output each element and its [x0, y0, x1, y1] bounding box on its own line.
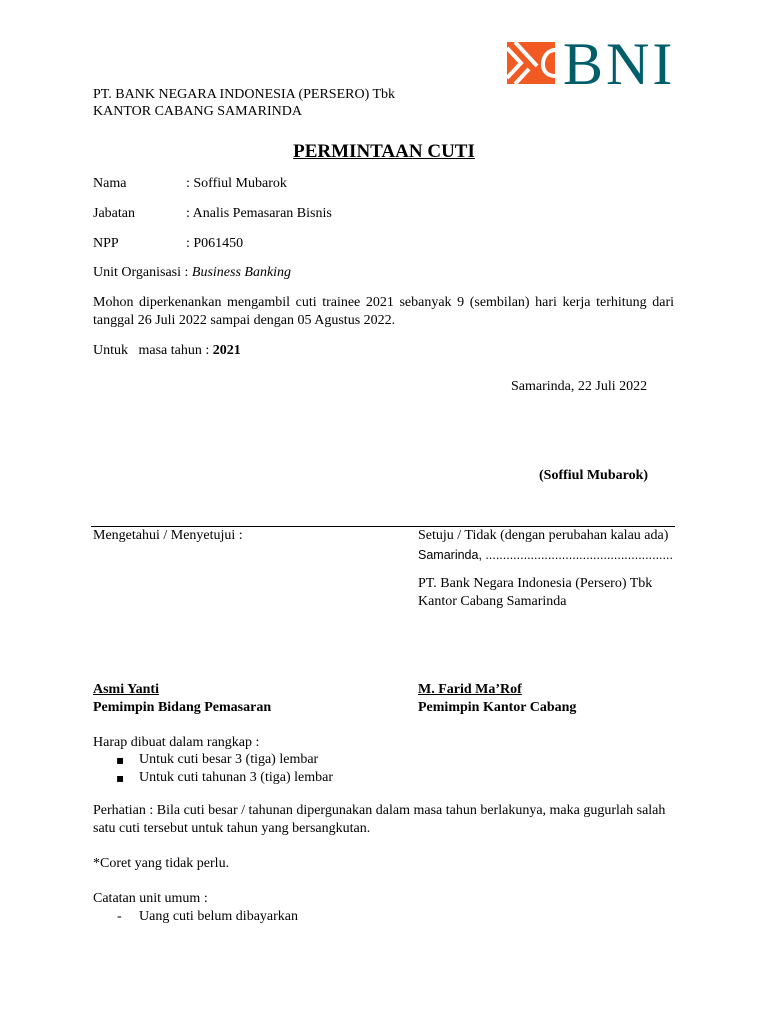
unit-value: Business Banking	[191, 265, 292, 280]
bullet-icon: ▪	[116, 753, 125, 767]
left-signer-position: Pemimpin Bidang Pemasaran	[93, 700, 272, 715]
dash-marker: -	[117, 909, 122, 924]
header-branch: KANTOR CABANG SAMARINDA	[93, 104, 302, 119]
document-title: PERMINTAAN CUTI	[293, 141, 475, 162]
period-year: 2021	[212, 343, 241, 358]
bullet-icon: ▪	[116, 771, 125, 785]
period-row	[93, 342, 241, 360]
right-signer-position: Pemimpin Kantor Cabang	[418, 700, 577, 715]
field-value-nama: : Soffiul Mubarok	[186, 176, 287, 191]
request-paragraph: Mohon diperkenankan mengambil cuti trainee 2021 sebanyak 9 (sembilan) hari kerja terhitung dari tanggal 26 Juli 2022 sampai dengan 05 Agustus 2022.	[93, 295, 674, 328]
list-item: Untuk cuti tahunan 3 (tiga) lembar	[139, 770, 333, 785]
approval-right-heading: Setuju / Tidak (dengan perubahan kalau ada)	[418, 528, 669, 543]
bni-symbol-icon	[507, 42, 555, 84]
approval-right-branch: Kantor Cabang Samarinda	[418, 594, 567, 609]
bni-logo-text: BNI	[563, 31, 676, 97]
approval-right-company: PT. Bank Negara Indonesia (Persero) Tbk	[418, 576, 653, 591]
strike-note: *Coret yang tidak perlu.	[93, 856, 230, 871]
field-label-npp: NPP	[93, 236, 119, 251]
applicant-signature-name: (Soffiul Mubarok)	[539, 468, 649, 483]
notice-paragraph: Perhatian : Bila cuti besar / tahunan dipergunakan dalam masa tahun berlakunya, maka gugurlah salah satu cuti tersebut untuk tahun yang bersangkutan.	[93, 803, 666, 836]
right-signer-name: M. Farid Ma’Rof	[418, 682, 522, 697]
field-label-jabatan: Jabatan	[93, 206, 135, 221]
header-company: PT. BANK NEGARA INDONESIA (PERSERO) Tbk	[93, 87, 396, 102]
left-signer-name: Asmi Yanti	[93, 682, 159, 697]
field-label-nama: Nama	[93, 176, 127, 191]
copies-heading: Harap dibuat dalam rangkap :	[93, 735, 260, 750]
period-label: Untuk masa tahun :	[93, 343, 213, 358]
approval-left-heading: Mengetahui / Menyetujui :	[93, 528, 243, 543]
general-unit-heading: Catatan unit umum :	[93, 891, 208, 906]
list-item: Untuk cuti besar 3 (tiga) lembar	[139, 752, 319, 767]
unit-row	[93, 264, 291, 282]
field-value-npp: : P061450	[186, 236, 244, 251]
list-item: Uang cuti belum dibayarkan	[139, 909, 299, 924]
unit-label: Unit Organisasi :	[93, 265, 192, 280]
field-value-jabatan: : Analis Pemasaran Bisnis	[186, 206, 332, 221]
approval-right-place: Samarinda, ......................................................	[418, 548, 673, 562]
place-date: Samarinda, 22 Juli 2022	[511, 379, 648, 394]
